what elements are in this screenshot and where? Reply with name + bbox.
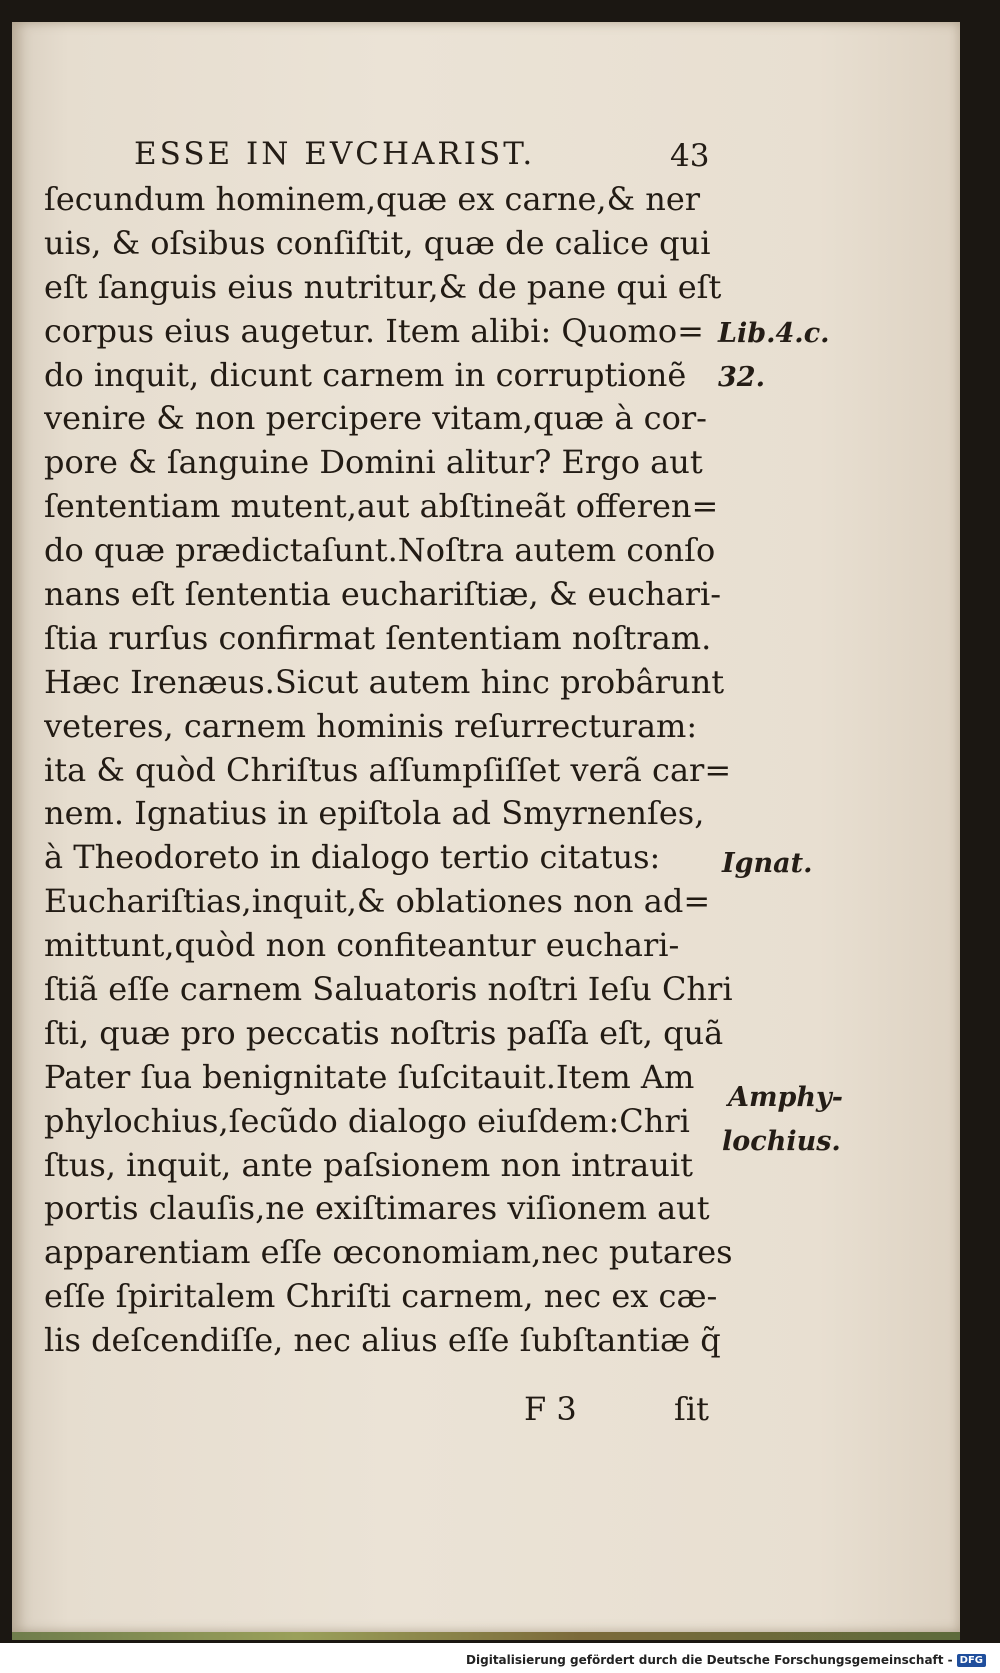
text-line: do inquit, dicunt carnem in corruptionẽ <box>44 355 687 394</box>
text-line: eſt ſanguis eius nutritur,& de pane qui eſt <box>44 267 722 306</box>
margin-note-lib-ref-cont: 32. <box>718 362 765 393</box>
text-line: ſtus, inquit, ante paſsionem non intrauit <box>44 1145 693 1184</box>
text-line: venire & non percipere vitam,quæ à cor- <box>44 399 707 438</box>
text-line: nans eſt ſententia euchariſtiæ, & euchari- <box>44 575 722 614</box>
page-footer <box>44 1390 734 1434</box>
margin-note-lib-ref: Lib.4.c. <box>718 318 830 349</box>
text-line: ſtia rurſus confirmat ſententiam noſtram. <box>44 618 712 657</box>
dfg-logo-icon: DFG <box>957 1654 986 1667</box>
text-line: ſti, quæ pro peccatis noſtris paſſa eſt, quã <box>44 1013 724 1052</box>
digitization-credit-text: Digitalisierung gefördert durch die Deutsche Forschungsgemeinschaft - <box>466 1653 953 1667</box>
text-line: lis deſcendiſſe, nec alius eſſe ſubſtantiæ q̃ <box>44 1321 721 1360</box>
margin-note-lochius: lochius. <box>722 1126 841 1157</box>
signature-mark: F 3 <box>524 1390 577 1428</box>
margin-note-ignat: Ignat. <box>722 848 813 879</box>
text-line: uis, & oſsibus conſiſtit, quæ de calice qui <box>44 223 711 262</box>
running-head-title: ESSE IN EVCHARIST. <box>134 136 536 172</box>
text-line: do quæ prædictaſunt.Noſtra autem conſo <box>44 531 716 570</box>
text-line: portis clauſis,ne exiſtimares viſionem aut <box>44 1189 710 1228</box>
text-line: eſſe ſpiritalem Chriſti carnem, nec ex cæ- <box>44 1277 718 1316</box>
text-line: mittunt,quòd non confiteantur euchari- <box>44 926 680 965</box>
text-line: Euchariſtias,inquit,& oblationes non ad= <box>44 882 711 921</box>
text-line: Pater ſua benignitate ſuſcitauit.Item Am <box>44 1057 695 1096</box>
text-line: veteres, carnem hominis reſurrecturam: <box>44 706 698 745</box>
text-line: phylochius,ſecũdo dialogo eiuſdem:Chri <box>44 1101 690 1140</box>
page-number: 43 <box>670 138 710 174</box>
text-line: pore & ſanguine Domini alitur? Ergo aut <box>44 443 703 482</box>
text-line: apparentiam eſſe œconomiam,nec putares <box>44 1233 733 1272</box>
text-line: ſecundum hominem,quæ ex carne,& ner <box>44 180 701 218</box>
page-edge-strip <box>12 1632 960 1640</box>
running-head <box>130 136 730 176</box>
text-line: à Theodoreto in dialogo tertio citatus: <box>44 838 661 877</box>
text-line: ita & quòd Chriſtus aſſumpſiſſet verã car= <box>44 750 732 789</box>
text-line: ſententiam mutent,aut abſtineãt offeren= <box>44 487 719 526</box>
digitization-credit <box>466 1650 986 1670</box>
text-line: Hæc Irenæus.Sicut autem hinc probârunt <box>44 662 725 701</box>
text-line: ſtiã eſſe carnem Saluatoris noſtri Ieſu Chri <box>44 970 733 1009</box>
margin-note-amphy: Amphy- <box>728 1082 843 1113</box>
text-line: nem. Ignatius in epiſtola ad Smyrnenſes, <box>44 794 705 833</box>
body-text <box>44 178 734 1363</box>
catchword: ſit <box>674 1390 709 1428</box>
text-line: corpus eius augetur. Item alibi: Quomo= <box>44 311 704 350</box>
